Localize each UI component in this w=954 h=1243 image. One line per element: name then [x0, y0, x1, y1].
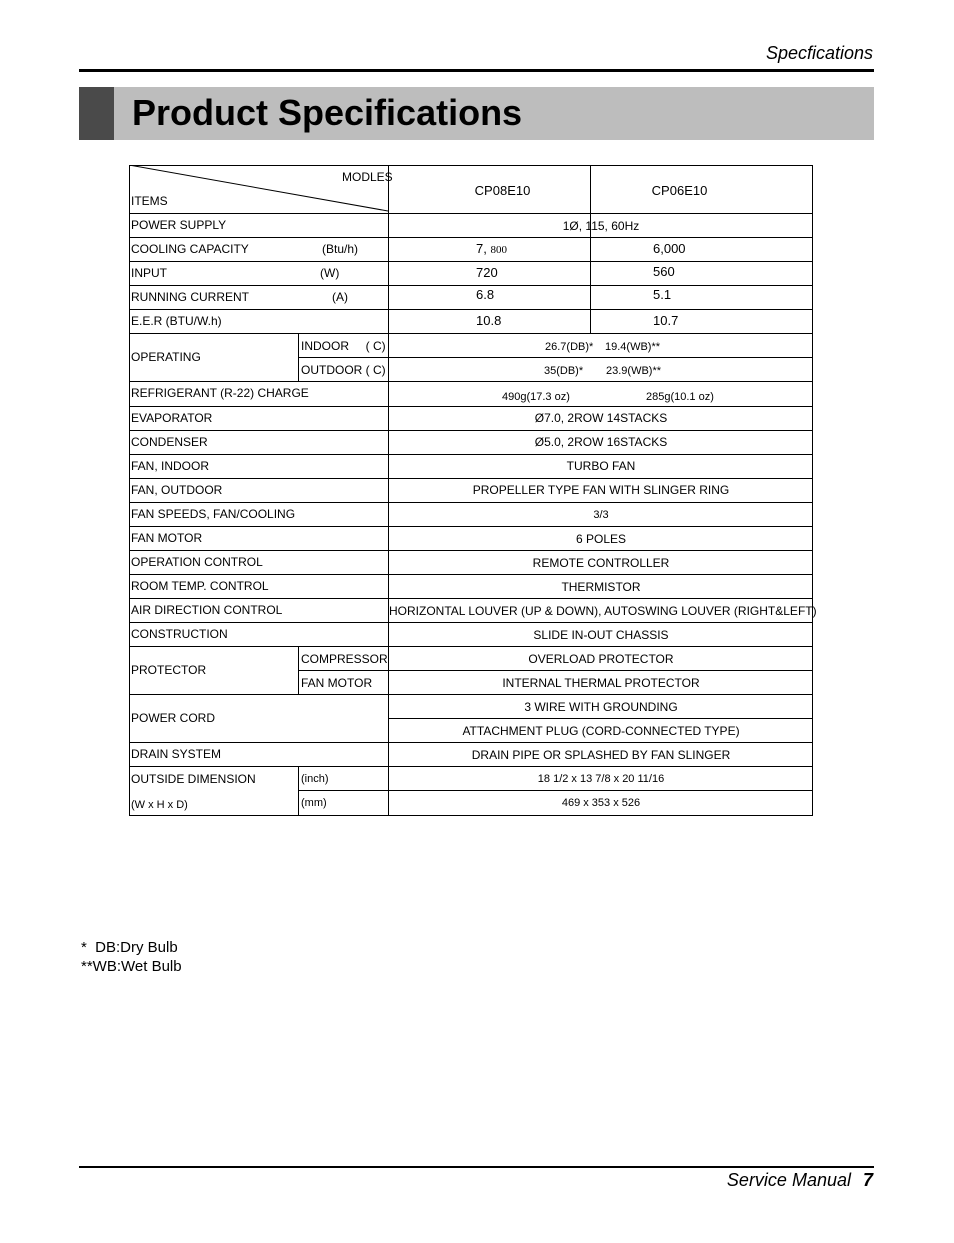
row-line-partial: [298, 790, 813, 791]
row-label: FAN, INDOOR: [131, 459, 210, 473]
header-rule: [79, 69, 874, 72]
row-value-model-2: 10.7: [653, 313, 679, 328]
row-unit: (A): [332, 290, 348, 304]
table-border-left: [129, 165, 130, 816]
value-part: 7,: [476, 241, 487, 256]
row-label: OUTSIDE DIMENSION: [131, 772, 256, 786]
sub-label: (mm): [301, 797, 327, 809]
row-label: ROOM TEMP. CONTROL: [131, 579, 269, 593]
row-line-partial: [388, 718, 813, 719]
operating-wb-value: 19.4(WB)**: [605, 341, 661, 353]
row-label: INPUT: [131, 266, 167, 280]
row-value: THERMISTOR: [561, 580, 641, 594]
row-line: [129, 333, 813, 334]
row-label: OPERATING: [131, 350, 201, 364]
row-label: FAN SPEEDS, FAN/COOLING: [131, 507, 296, 521]
row-line: [129, 598, 813, 599]
row-value: 1Ø, 115, 60Hz: [562, 219, 640, 233]
footer-rule: [79, 1166, 874, 1168]
spec-table: [129, 165, 817, 816]
row-value: Ø5.0, 2ROW 16STACKS: [534, 435, 668, 449]
row-value-model-1: 720: [476, 265, 498, 280]
row-label: POWER CORD: [131, 711, 215, 725]
row-label: EVAPORATOR: [131, 411, 213, 425]
row-line: [129, 261, 813, 262]
row-value: 3/3: [593, 509, 609, 521]
row-value: PROPELLER TYPE FAN WITH SLINGER RING: [472, 483, 730, 497]
row-line: [129, 766, 813, 767]
row-line: [129, 502, 813, 503]
row-value: 6 POLES: [575, 532, 627, 546]
sub-label: COMPRESSOR: [301, 652, 388, 666]
row-line: [129, 742, 813, 743]
row-line: [129, 574, 813, 575]
row-label: RUNNING CURRENT: [131, 290, 249, 304]
row-value: 3 WIRE WITH GROUNDING: [524, 700, 678, 714]
row-line: [129, 478, 813, 479]
row-line: [129, 381, 813, 382]
row-line: [129, 622, 813, 623]
row-line: [129, 430, 813, 431]
row-unit: (W): [320, 266, 340, 280]
corner-models-label: MODLES: [342, 170, 393, 184]
page-number: 7: [862, 1170, 873, 1190]
page-title: Product Specifications: [132, 92, 523, 133]
operating-db-value: 35(DB)*: [544, 365, 584, 377]
footnote-db: * DB:Dry Bulb: [81, 939, 178, 956]
table-sub-divider-dimension: [298, 767, 299, 816]
sub-label: FAN MOTOR: [301, 676, 373, 690]
row-label: DRAIN SYSTEM: [131, 747, 222, 761]
row-line-partial: [298, 670, 813, 671]
operating-wb-value: 23.9(WB)**: [606, 365, 662, 377]
row-value-model-1: 6.8: [476, 287, 495, 302]
model-header: CP08E10: [474, 183, 531, 198]
table-sub-divider-protector: [298, 647, 299, 695]
row-unit: (Btu/h): [322, 242, 359, 256]
row-label: POWER SUPPLY: [131, 218, 227, 232]
row-label: AIR DIRECTION CONTROL: [131, 603, 283, 617]
footer-label: Service Manual: [726, 1170, 851, 1190]
value-part: 800: [490, 244, 507, 256]
table-border-bottom: [129, 815, 813, 816]
row-label: FAN, OUTDOOR: [131, 483, 223, 497]
row-line: [129, 694, 813, 695]
row-line: [129, 285, 813, 286]
row-label: CONSTRUCTION: [131, 627, 228, 641]
corner-items-label: ITEMS: [131, 194, 168, 208]
sub-label: OUTDOOR ( C): [301, 363, 386, 377]
section-header-title: Specfications: [765, 43, 873, 63]
row-label: FAN MOTOR: [131, 531, 203, 545]
row-value: Ø7.0, 2ROW 14STACKS: [534, 411, 668, 425]
row-label: OPERATION CONTROL: [131, 555, 263, 569]
row-label: E.E.R (BTU/W.h): [131, 314, 222, 328]
row-line: [129, 237, 813, 238]
row-label: REFRIGERANT (R-22) CHARGE: [131, 386, 309, 400]
row-value: 18 1/2 x 13 7/8 x 20 11/16: [537, 773, 665, 785]
row-label: COOLING CAPACITY: [131, 242, 249, 256]
row-value-model-2: 5.1: [653, 287, 672, 302]
title-banner: [79, 87, 874, 140]
row-value: DRAIN PIPE OR SPLASHED BY FAN SLINGER: [471, 748, 731, 762]
model-header: CP06E10: [651, 183, 708, 198]
row-value: TURBO FAN: [566, 459, 636, 473]
row-value: 469 x 353 x 526: [561, 797, 641, 809]
row-value-model-2: 6,000: [653, 241, 686, 256]
row-line: [129, 550, 813, 551]
row-line: [129, 454, 813, 455]
table-sub-divider-operating: [298, 334, 299, 382]
row-line: [129, 309, 813, 310]
banner-accent-block: [79, 87, 114, 140]
row-line: [129, 646, 813, 647]
footnote-wb: **WB:Wet Bulb: [81, 958, 182, 975]
row-value-model-1: 10.8: [476, 313, 502, 328]
row-value-model-2: 560: [653, 264, 675, 279]
row-label-secondary: (W x H x D): [131, 799, 188, 811]
sub-label: INDOOR ( C): [301, 339, 386, 353]
row-line: [129, 406, 813, 407]
row-line-partial: [298, 357, 813, 358]
row-value-model-1: [476, 242, 507, 257]
row-value: HORIZONTAL LOUVER (UP & DOWN), AUTOSWING LOUVER (RIGHT&LEFT): [389, 604, 817, 618]
row-value-model-1: 490g(17.3 oz): [502, 391, 570, 403]
row-value: ATTACHMENT PLUG (CORD-CONNECTED TYPE): [462, 724, 740, 738]
sub-label: (inch): [301, 773, 329, 785]
row-line: [129, 213, 813, 214]
row-label: CONDENSER: [131, 435, 208, 449]
footnotes: [81, 938, 182, 976]
row-line: [129, 526, 813, 527]
row-value: REMOTE CONTROLLER: [532, 556, 670, 570]
footer: [727, 1170, 873, 1191]
row-value: INTERNAL THERMAL PROTECTOR: [502, 676, 700, 690]
row-value-model-2: 285g(10.1 oz): [646, 391, 714, 403]
operating-db-value: 26.7(DB)*: [545, 341, 594, 353]
row-value: OVERLOAD PROTECTOR: [528, 652, 674, 666]
row-value: SLIDE IN-OUT CHASSIS: [533, 628, 669, 642]
row-label: PROTECTOR: [131, 663, 207, 677]
